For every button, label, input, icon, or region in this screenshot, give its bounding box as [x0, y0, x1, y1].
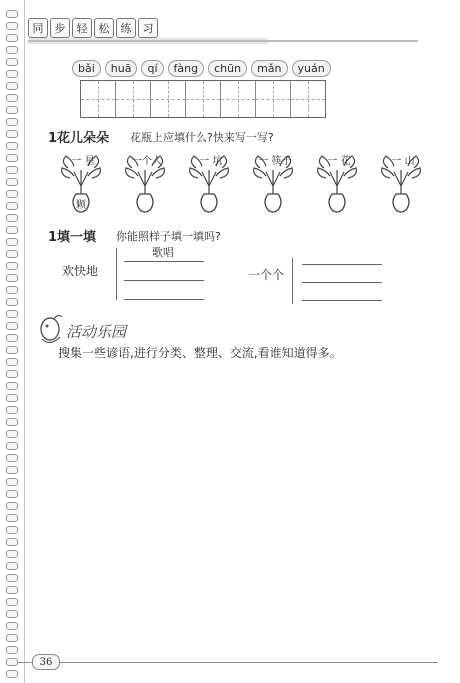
spiral-ring: [6, 418, 18, 426]
header-line: [28, 40, 418, 42]
activity-title: 活动乐园: [66, 323, 127, 341]
grid-cell[interactable]: [116, 81, 151, 117]
pinyin-syllable: huā: [105, 60, 138, 77]
activity-text: 搜集一些谚语,进行分类、整理、交流,看谁知道得多。: [58, 346, 342, 360]
right-answer-line-1[interactable]: [302, 264, 382, 265]
spiral-ring: [6, 490, 18, 498]
spiral-ring: [6, 610, 18, 618]
right-word: 一个个: [248, 268, 285, 282]
left-example: 歌唱: [152, 246, 174, 259]
section-title-flowers: 1花儿朵朵: [48, 131, 110, 146]
spiral-ring: [6, 658, 18, 666]
section-instruction-flowers: 花瓶上应填什么?快来写一写?: [130, 131, 274, 144]
spiral-ring: [6, 346, 18, 354]
grid-cell[interactable]: [186, 81, 221, 117]
flower-vase: [58, 150, 104, 220]
spiral-ring: [6, 574, 18, 582]
spiral-ring: [6, 454, 18, 462]
notebook-spiral: [0, 0, 25, 683]
flower-vase: [250, 150, 296, 220]
spiral-ring: [6, 514, 18, 522]
left-answer-line-2[interactable]: [124, 280, 204, 281]
flower-label: 一个人: [132, 156, 162, 167]
spiral-ring: [6, 310, 18, 318]
activity-title-icon: [36, 313, 186, 347]
section-title-fill: 1填一填: [48, 230, 97, 245]
flower-vase: [186, 150, 232, 220]
spiral-ring: [6, 142, 18, 150]
pinyin-syllable: yuán: [292, 60, 331, 77]
spiral-ring: [6, 526, 18, 534]
series-char: 习: [138, 18, 158, 38]
spiral-ring: [6, 550, 18, 558]
spiral-ring: [6, 466, 18, 474]
spiral-ring: [6, 382, 18, 390]
grid-cell[interactable]: [81, 81, 116, 117]
series-char: 轻: [72, 18, 92, 38]
series-char: 练: [116, 18, 136, 38]
spiral-ring: [6, 70, 18, 78]
spiral-ring: [6, 646, 18, 654]
grid-cell[interactable]: [151, 81, 186, 117]
left-word: 欢快地: [62, 264, 99, 278]
left-answer-line-3[interactable]: [124, 299, 204, 300]
spiral-ring: [6, 226, 18, 234]
spiral-ring: [6, 118, 18, 126]
spiral-ring: [6, 82, 18, 90]
spiral-ring: [6, 250, 18, 258]
page-number: 36: [32, 654, 60, 670]
flower-label: 一 山: [391, 156, 415, 167]
spiral-ring: [6, 334, 18, 342]
flower-vase: [314, 150, 360, 220]
spiral-ring: [6, 394, 18, 402]
footer-line: [18, 662, 438, 663]
spiral-ring: [6, 262, 18, 270]
spiral-ring: [6, 202, 18, 210]
right-answer-line-2[interactable]: [302, 282, 382, 283]
spiral-ring: [6, 58, 18, 66]
grid-cell[interactable]: [221, 81, 256, 117]
flower-vase: [378, 150, 424, 220]
series-char: 步: [50, 18, 70, 38]
spiral-ring: [6, 154, 18, 162]
pinyin-syllable: qí: [141, 60, 163, 77]
spiral-ring: [6, 46, 18, 54]
left-answer-line-1[interactable]: [124, 261, 204, 262]
series-char: 松: [94, 18, 114, 38]
section-instruction-fill: 你能照样子填一填吗?: [116, 230, 221, 243]
spiral-ring: [6, 34, 18, 42]
pinyin-syllable: mǎn: [251, 60, 287, 77]
spiral-ring: [6, 442, 18, 450]
spiral-ring: [6, 502, 18, 510]
grid-cell[interactable]: [291, 81, 325, 117]
flower-vase-row: [58, 150, 438, 220]
spiral-ring: [6, 322, 18, 330]
pinyin-syllable: chūn: [208, 60, 247, 77]
pinyin-syllable: bǎi: [72, 60, 101, 77]
spiral-ring: [6, 166, 18, 174]
spiral-ring: [6, 586, 18, 594]
spiral-ring: [6, 286, 18, 294]
flower-label: 一 筷子: [258, 156, 292, 167]
spiral-ring: [6, 214, 18, 222]
pinyin-syllable: fàng: [168, 60, 205, 77]
spiral-ring: [6, 238, 18, 246]
flower-label: 一 花: [327, 156, 351, 167]
series-char: 同: [28, 18, 48, 38]
flower-vase: [122, 150, 168, 220]
spiral-ring: [6, 10, 18, 18]
spiral-ring: [6, 274, 18, 282]
left-bracket: [116, 248, 117, 300]
spiral-ring: [6, 106, 18, 114]
flower-label: 一 坑: [199, 156, 223, 167]
right-answer-line-3[interactable]: [302, 300, 382, 301]
spiral-ring: [6, 478, 18, 486]
spiral-ring: [6, 562, 18, 570]
spiral-ring: [6, 298, 18, 306]
spiral-ring: [6, 22, 18, 30]
spiral-ring: [6, 598, 18, 606]
spiral-ring: [6, 358, 18, 366]
spiral-ring: [6, 190, 18, 198]
writing-grid[interactable]: [80, 80, 326, 118]
vase-label: 颗: [76, 200, 86, 211]
series-title: [28, 18, 158, 38]
spiral-ring: [6, 370, 18, 378]
grid-cell[interactable]: [256, 81, 291, 117]
spiral-ring: [6, 670, 18, 678]
spiral-ring: [6, 94, 18, 102]
right-bracket: [292, 258, 293, 304]
spiral-ring: [6, 634, 18, 642]
spiral-ring: [6, 130, 18, 138]
spiral-ring: [6, 430, 18, 438]
spiral-ring: [6, 538, 18, 546]
spiral-ring: [6, 406, 18, 414]
pinyin-row: [72, 60, 331, 77]
flower-label: 一 星: [71, 156, 95, 167]
spiral-ring: [6, 622, 18, 630]
spiral-ring: [6, 178, 18, 186]
